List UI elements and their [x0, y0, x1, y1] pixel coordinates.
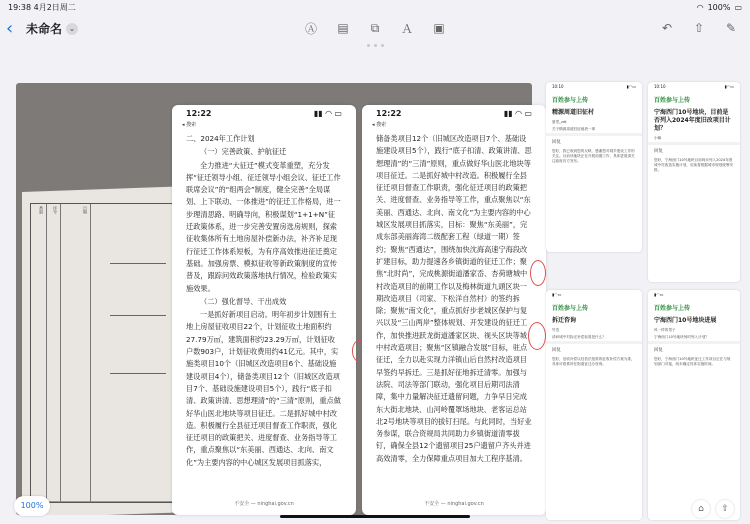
card-time: 10:10 — [654, 84, 666, 89]
phone-time: 12:22 — [376, 108, 402, 118]
annotation-underline — [110, 315, 166, 316]
article-paragraph: 全力推进“大征迁”模式变革重塑，充分发挥“征迁领导小组、征迁领导小组会议、征迁工作联席会议”的“组两会”制度，健全完善“全局谋划、上下联动、一体推进”的征迁工作格局，进一步理清思路、明确导向，积极谋划“1+1+N”征迁政策体系，进一步完善安置房选房规则，探索征收集体所有土地房屋补偿新办法，补齐补足现行征迁工作体系短板，为有序高效推进征迁奠定基础。加强房票、模拟征收等新政策制度的宣传普及，跟踪问效政策落地执行情况，检验政策实施效果。 — [186, 160, 341, 293]
table-header-cell: 日期 — [61, 204, 91, 502]
reply-text: 您好，我已收到您的反映，感谢您对城乡建设工作的关注。目前该地块正在开展前期工作，具体进展请关注政府官方发布。 — [552, 149, 635, 163]
article-paragraph: 一是抓好新项目启动。明年初步计划围有土地上房屋征收项目22个，计划征收土地面积约27.79万㎡，建筑面积约23.29万㎡，计划征收户数903户，计划征收费用约41亿元。其中，实施类项目10个（旧城区改造项目6个、基础设施建设项目4个），储备类项目12个（旧城区改造项目7个、基础设施建设项目5个），践行“底子扣清、政策讲清、思想理清”的“三清”原则，重点做好华山医北地块等项目征迁。二是抓好城中村改造。积极履行全县征迁项目督查工作职责，强化征迁项目的政策把关、进度督查、业务指导等工作，重点聚焦以“东美丽、西通达、北向、南文化”为主要内容的中心城区发展项目抓落实， — [186, 310, 341, 467]
reply-heading: 回复 — [546, 341, 642, 356]
table-header-cell: 类别 — [31, 204, 47, 502]
pen-tool-fab-icon[interactable]: ⌂ — [692, 500, 710, 518]
card-author: 小嘛 — [654, 136, 662, 140]
app-logo: 百姓参与上传 — [552, 97, 589, 104]
pen-tool-icon[interactable]: Ⓐ — [304, 21, 317, 36]
annotation-underline — [110, 373, 166, 374]
annotation-circle — [530, 260, 546, 286]
screenshot-card-2[interactable] — [648, 82, 740, 282]
article-paragraph: （一）完善政策、护航征迁 — [200, 147, 287, 157]
reply-text: 您好，宁海西门10号地块征迁工作项目正在与规划部门对接，尚未确定具体实施时间。 — [654, 357, 731, 366]
battery-icon: ▭ — [734, 2, 742, 12]
card-title: 宁海西门10号地块进展 — [654, 317, 717, 324]
share-icon[interactable]: ⇧ — [693, 21, 705, 35]
signal-icon: ▮◠▭ — [626, 84, 636, 89]
article-body — [362, 129, 546, 470]
card-author: 夏景_zdt — [552, 120, 567, 124]
card-comment: 关于精源周道旧征地块一事 — [552, 127, 596, 131]
reply-text: 您好，宁海西门10号地块目前尚未列入2024年度城中村改造实施计划，后续将根据城市规划统筹安排。 — [654, 158, 734, 172]
signal-icon: ▮◠▭ — [724, 84, 734, 89]
card-title: 拆迁咨询 — [552, 317, 577, 324]
app-toolbar — [0, 14, 750, 44]
annotation-circle — [528, 322, 546, 350]
image-insert-icon[interactable]: ▣ — [433, 21, 445, 35]
signal-icon: ▮◠▭ — [654, 292, 664, 297]
app-logo: 百姓参与上传 — [654, 305, 691, 312]
chevron-down-icon[interactable]: ⌄ — [66, 23, 78, 35]
document-title[interactable]: 未命名 — [26, 22, 63, 36]
app-logo: 百姓参与上传 — [552, 305, 589, 312]
article-body — [172, 129, 356, 474]
battery-percent: 100% — [707, 2, 731, 12]
url-footer: 不安全 — ninghai.gov.cn — [424, 501, 484, 507]
signal-icon: ▮▮ ◠ ▭ — [503, 108, 532, 118]
article-paragraph: 储备类项目12个（旧城区改造项目7个、基础设施建设项目5个），践行“底子扣清、政策讲清、思想理清”的“三清”原则，重点做好华山医北地块等项目征迁。二是抓好城中村改造。积极履行全县征迁项目督查工作职责，强化征迁项目的政策把关、进度督查、业务指导等工作，重点聚焦以“东美丽、西通达、北向、南文化”为主要内容的中心城区发展项目抓落实，目标：聚焦“东美丽”，完成东部美丽海湾二级配套工程（绿道一期）签约；聚焦“西通达”，围绕加快沈海高速宁海段改扩建目标，助力提速各乡镇街道的征迁工作；聚焦“北时尚”，完成桃源街道潘家岙、杏荷塘城中村改造项目的前期工作以及梅林街道九頭区块一期改造项目（司家、下松洋自然村）的签约拆除；聚焦“南文化”，重点抓好步老城区保护与复兴以及“三山两岸”整体规划、开发建设的征迁工作，加快推进跃龙街道潘家区块、视头区块等城中村改造项目；聚焦“区镇融合发展”目标，驻点征迁，全力以赴实现力洋镇山后自然村改造项目早签约早拆迁。三是抓好征地拆迁清零。加强与法院、司法等部门联动，强化项目后期司法清障，集中力量解决征迁遗留问题，力争早日完成东大街北地块、山河岭覆罩场地块、老客运总站北2号地块等项目的拔钉扫尾。与此同时，当好业务参谋，联合资规局共同助力乡镇街道清零拔钉，确保全县12个遗留项目25户遗留户齐头并进高效清零，全力保障重点项目加大工程序基清。 — [376, 134, 532, 463]
reply-heading: 回复 — [648, 341, 740, 356]
card-comment: 请问城中村拆迁补偿标准是什么？ — [552, 335, 606, 339]
reply-heading: 回复 — [546, 133, 642, 148]
card-comment: 宁海西门10号地块何时列入计划？ — [654, 335, 709, 339]
card-author: 竹语 — [552, 328, 560, 332]
article-paragraph: （二）强化督导、干出成效 — [200, 296, 287, 306]
photo-table — [30, 203, 180, 503]
system-status-bar — [0, 0, 750, 14]
wifi-icon: ◠ — [696, 2, 704, 12]
table-header-cell — [91, 204, 181, 502]
phone-back-link: ◂ 搜索 — [372, 122, 387, 128]
signal-icon: ▮◠▭ — [552, 292, 562, 297]
screenshot-phone-1[interactable] — [172, 105, 356, 515]
app-logo: 百姓参与上传 — [654, 97, 691, 104]
table-header-cell: 序号 — [47, 204, 61, 502]
signal-icon: ▮▮ ◠ ▭ — [313, 108, 342, 118]
article-paragraph: 二、2024年工作计划 — [186, 134, 255, 143]
text-box-icon[interactable]: Ａ — [400, 21, 413, 36]
status-time: 19:38 — [8, 2, 32, 12]
share-fab-icon[interactable]: ⇧ — [716, 500, 734, 518]
back-chevron-icon[interactable]: ‹ — [6, 18, 14, 39]
screenshot-card-3[interactable] — [546, 290, 642, 520]
reply-heading: 回复 — [648, 142, 740, 157]
undo-icon[interactable]: ↶ — [661, 21, 673, 35]
url-footer: 不安全 — ninghai.gov.cn — [234, 501, 294, 507]
home-indicator — [280, 515, 470, 518]
text-format-icon[interactable]: ▤ — [337, 21, 349, 35]
screenshot-card-4[interactable] — [648, 290, 740, 520]
phone-time: 12:22 — [186, 108, 212, 118]
card-time: 10:10 — [552, 84, 564, 89]
freeform-canvas[interactable] — [0, 50, 750, 524]
shapes-icon[interactable]: ⧉ — [370, 20, 380, 35]
zoom-level-button[interactable]: 100% — [14, 496, 50, 516]
phone-back-link: ◂ 搜索 — [182, 122, 197, 128]
card-title: 宁海西门10号地块，目前是否列入2024年度旧改项目计划？ — [654, 109, 731, 132]
card-title: 精源周道旧征村 — [552, 109, 595, 116]
status-date: 4月2日周二 — [33, 2, 76, 12]
compose-icon[interactable]: ✎ — [725, 21, 737, 35]
reply-text: 您好，征收补偿以经依法批准的征收补偿方案为准，具体可联系所在街道征迁办咨询。 — [552, 357, 635, 366]
annotation-underline — [110, 263, 166, 264]
screenshot-phone-2[interactable] — [362, 105, 546, 515]
card-author: 风一样的男子 — [654, 328, 676, 332]
screenshot-card-1[interactable] — [546, 82, 642, 252]
